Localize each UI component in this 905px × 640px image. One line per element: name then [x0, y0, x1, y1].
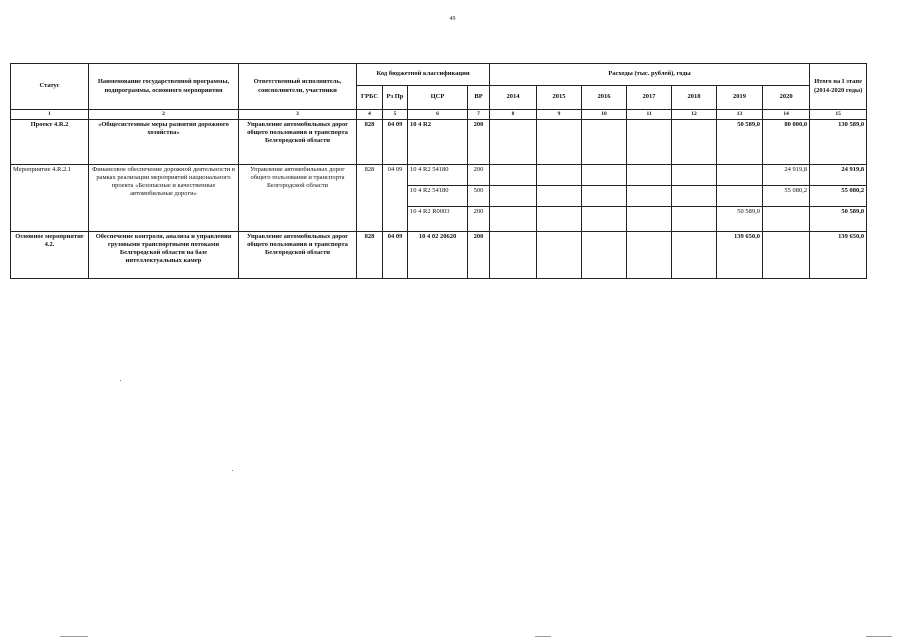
header-executor: Ответственный исполнитель, соисполнители, участники	[239, 64, 357, 110]
header-budget-code: Код бюджетной классификации	[357, 64, 490, 86]
scan-artifact	[232, 470, 233, 471]
row-status: Основное мероприятие 4.2.	[11, 232, 89, 279]
cell-empty	[582, 120, 627, 165]
row-grbs: 828	[357, 165, 383, 232]
cell-empty	[537, 186, 582, 207]
row-executor: Управление автомобильных дорог общего пользования и транспорта Белгородской области	[239, 165, 357, 232]
row-total: 55 080,2	[810, 186, 867, 207]
cell-empty	[490, 207, 537, 232]
column-number: 8	[490, 110, 537, 120]
row-grbs: 828	[357, 120, 383, 165]
header-rzpr: Рз Пр	[383, 86, 408, 110]
table-row	[11, 120, 867, 165]
row-csr: 10 4 R2 R0003	[408, 207, 468, 232]
row-grbs: 828	[357, 232, 383, 279]
header-year-2017: 2017	[627, 86, 672, 110]
cell-empty	[672, 165, 717, 186]
cell-empty	[582, 232, 627, 279]
scan-artifact	[120, 380, 121, 381]
column-number: 7	[468, 110, 490, 120]
header-year-2016: 2016	[582, 86, 627, 110]
cell-empty	[582, 207, 627, 232]
row-value-2020: 55 080,2	[763, 186, 810, 207]
cell-empty	[672, 232, 717, 279]
column-number: 10	[582, 110, 627, 120]
column-number: 5	[383, 110, 408, 120]
row-value-2020	[763, 232, 810, 279]
row-rzpr: 04 09	[383, 232, 408, 279]
scan-artifact	[535, 636, 551, 637]
row-name: Финансовое обеспечение дорожной деятельности в рамках реализации мероприятий национального проекта «Безопасные и качественные автомобильные дороги»	[89, 165, 239, 232]
header-total: Итого на I этапе (2014-2020 годы)	[810, 64, 867, 110]
row-total: 139 650,0	[810, 232, 867, 279]
row-executor: Управление автомобильных дорог общего пользования и транспорта Белгородской области	[239, 232, 357, 279]
row-csr: 10 4 R2 54180	[408, 186, 468, 207]
cell-empty	[627, 232, 672, 279]
column-number: 14	[763, 110, 810, 120]
header-expenses: Расходы (тыс. рублей), годы	[490, 64, 810, 86]
row-value-2019	[717, 165, 763, 186]
header-csr: ЦСР	[408, 86, 468, 110]
row-status: Проект 4.R.2	[11, 120, 89, 165]
row-vr: 200	[468, 165, 490, 186]
column-numbers-row	[11, 110, 867, 120]
cell-empty	[582, 165, 627, 186]
table-row	[11, 165, 867, 186]
row-rzpr: 04 09	[383, 165, 408, 232]
header-name: Наименование государственной программы, подпрограммы, основного мероприятия	[89, 64, 239, 110]
column-number: 9	[537, 110, 582, 120]
header-year-2018: 2018	[672, 86, 717, 110]
header-year-2014: 2014	[490, 86, 537, 110]
cell-empty	[490, 120, 537, 165]
cell-empty	[627, 186, 672, 207]
row-vr: 200	[468, 120, 490, 165]
column-number: 3	[239, 110, 357, 120]
header-grbs: ГРБС	[357, 86, 383, 110]
cell-empty	[490, 232, 537, 279]
column-number: 6	[408, 110, 468, 120]
row-name: Обеспечение контроля, анализа и управления грузовыми транспортными потоками Белгородской области на базе интеллектуальных камер	[89, 232, 239, 279]
table-row	[11, 232, 867, 279]
row-value-2019: 50 589,0	[717, 207, 763, 232]
column-number: 13	[717, 110, 763, 120]
column-number: 15	[810, 110, 867, 120]
column-number: 4	[357, 110, 383, 120]
header-year-2019: 2019	[717, 86, 763, 110]
column-number: 11	[627, 110, 672, 120]
row-value-2019: 139 650,0	[717, 232, 763, 279]
cell-empty	[582, 186, 627, 207]
cell-empty	[627, 165, 672, 186]
row-total: 50 589,0	[810, 207, 867, 232]
cell-empty	[490, 165, 537, 186]
cell-empty	[537, 232, 582, 279]
row-total: 24 919,8	[810, 165, 867, 186]
scan-artifact	[866, 636, 892, 637]
cell-empty	[627, 120, 672, 165]
header-year-2015: 2015	[537, 86, 582, 110]
header-year-2020: 2020	[763, 86, 810, 110]
row-csr: 10 4 R2	[408, 120, 468, 165]
cell-empty	[537, 207, 582, 232]
page-number: 49	[449, 16, 456, 22]
scan-artifact	[60, 636, 88, 637]
row-value-2020: 24 919,8	[763, 165, 810, 186]
row-rzpr: 04 09	[383, 120, 408, 165]
row-name: «Общесистемные меры развития дорожного хозяйства»	[89, 120, 239, 165]
cell-empty	[537, 165, 582, 186]
row-vr: 200	[468, 232, 490, 279]
column-number: 1	[11, 110, 89, 120]
header-vr: ВР	[468, 86, 490, 110]
column-number: 12	[672, 110, 717, 120]
cell-empty	[490, 186, 537, 207]
column-number: 2	[89, 110, 239, 120]
row-status: Мероприятие 4.R.2.1	[11, 165, 89, 232]
cell-empty	[672, 120, 717, 165]
row-value-2019: 50 589,0	[717, 120, 763, 165]
budget-table	[10, 63, 867, 279]
row-csr: 10 4 02 20620	[408, 232, 468, 279]
row-total: 130 589,0	[810, 120, 867, 165]
row-vr: 500	[468, 186, 490, 207]
row-vr: 200	[468, 207, 490, 232]
cell-empty	[672, 186, 717, 207]
cell-empty	[672, 207, 717, 232]
row-value-2020: 80 000,0	[763, 120, 810, 165]
row-csr: 10 4 R2 54180	[408, 165, 468, 186]
cell-empty	[627, 207, 672, 232]
row-value-2020	[763, 207, 810, 232]
row-value-2019	[717, 186, 763, 207]
row-executor: Управление автомобильных дорог общего пользования и транспорта Белгородской области	[239, 120, 357, 165]
header-status: Статус	[11, 64, 89, 110]
cell-empty	[537, 120, 582, 165]
